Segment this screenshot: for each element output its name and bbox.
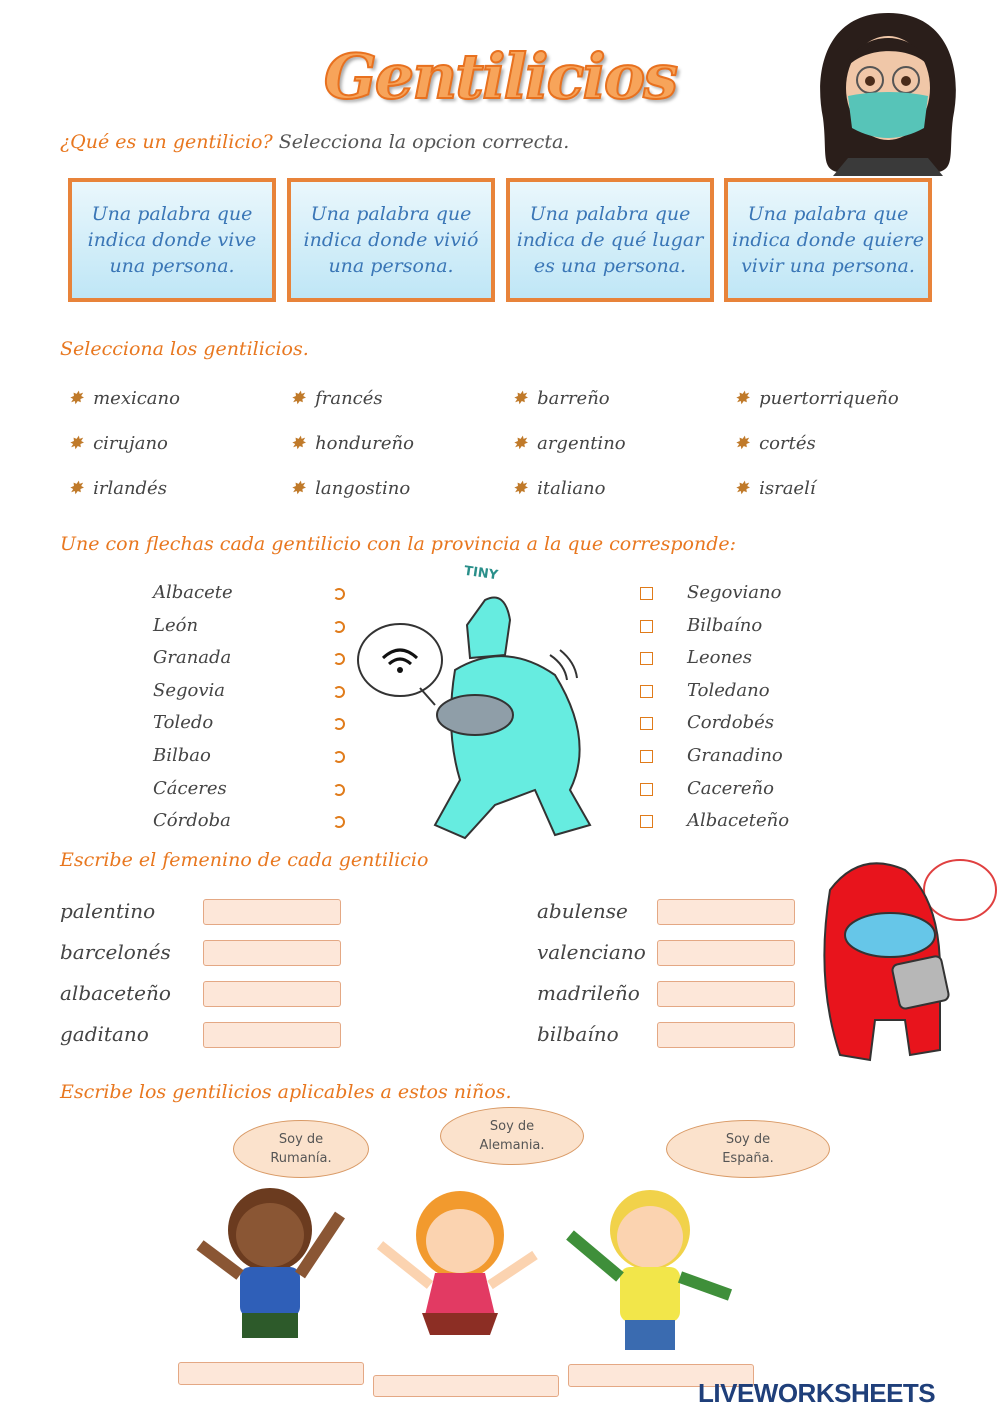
gentilicio-option[interactable]: [734, 433, 816, 454]
masculine-word: palentino: [60, 899, 156, 923]
gentilicio-label: Leones: [687, 647, 752, 669]
bullet-star-icon: ✸: [68, 478, 84, 499]
gentilicio-connector-box[interactable]: [640, 750, 653, 763]
gentilicio-connector-box[interactable]: [640, 652, 653, 665]
child-1-answer-input[interactable]: [178, 1362, 364, 1385]
gentilicio-option[interactable]: [68, 478, 167, 499]
gentilicio-option[interactable]: [512, 433, 626, 454]
option-label: mexicano: [93, 388, 180, 409]
bullet-star-icon: ✸: [68, 388, 84, 409]
bullet-star-icon: ✸: [512, 478, 528, 499]
gentilicio-label: Cacereño: [687, 777, 774, 799]
option-label: langostino: [315, 478, 411, 499]
bullet-star-icon: ✸: [512, 433, 528, 454]
bullet-star-icon: ✸: [734, 433, 750, 454]
sticker-label: TINY: [463, 563, 499, 584]
feminine-input[interactable]: [203, 899, 341, 925]
gentilicio-option[interactable]: [68, 388, 180, 409]
province-connector-dot[interactable]: [333, 686, 345, 698]
speech-bubble-1: [233, 1120, 369, 1178]
feminine-input[interactable]: [657, 899, 795, 925]
province-label: Segovia: [153, 679, 225, 701]
speech-bubble-3: [666, 1120, 830, 1178]
province-label: Albacete: [153, 582, 233, 603]
liveworksheets-logo: LIVEWORKSHEETS: [698, 1378, 936, 1408]
province-label: Cáceres: [153, 777, 227, 799]
province-label: Toledo: [153, 712, 214, 734]
gentilicio-option[interactable]: [290, 433, 414, 454]
gentilicio-label: Albaceteño: [687, 810, 790, 832]
masculine-word: albaceteño: [60, 981, 171, 1005]
option-label: argentino: [537, 433, 626, 454]
masculine-word: madrileño: [537, 981, 640, 1005]
page-title: Gentilicios: [323, 40, 677, 113]
gentilicio-label: Cordobés: [687, 712, 774, 734]
option-label: italiano: [537, 478, 606, 499]
child-2-answer-input[interactable]: [373, 1375, 559, 1397]
province-label: Córdoba: [153, 810, 231, 832]
option-box-2[interactable]: Una palabra que indica donde vivió una persona.: [287, 178, 495, 302]
gentilicio-option[interactable]: [512, 388, 610, 409]
bullet-star-icon: ✸: [290, 478, 306, 499]
option-label: hondureño: [315, 433, 414, 454]
gentilicio-connector-box[interactable]: [640, 685, 653, 698]
children-illustration: [190, 1185, 750, 1370]
bubble-2-line-1: Soy de: [489, 1119, 535, 1134]
feminine-input[interactable]: [657, 981, 795, 1007]
option-label: irlandés: [93, 478, 167, 499]
province-connector-dot[interactable]: [333, 588, 345, 600]
bubble-2-line-2: Alemania.: [479, 1138, 545, 1153]
option-label: israelí: [759, 478, 816, 499]
province-connector-dot[interactable]: [333, 751, 345, 763]
province-connector-dot[interactable]: [333, 718, 345, 730]
option-label: barreño: [537, 388, 610, 409]
option-label: cortés: [759, 433, 816, 454]
question-5-heading: Escribe los gentilicios aplicables a estos niños.: [60, 1081, 512, 1103]
gentilicio-label: Segoviano: [687, 582, 782, 603]
speech-bubble-2: [440, 1107, 584, 1165]
province-connector-dot[interactable]: [333, 653, 345, 665]
gentilicio-connector-box[interactable]: [640, 783, 653, 796]
gentilicio-connector-box[interactable]: [640, 815, 653, 828]
gentilicio-label: Toledano: [687, 679, 770, 701]
gentilicio-option[interactable]: [512, 478, 606, 499]
gentilicio-option[interactable]: [290, 478, 410, 499]
bubble-1-line-1: Soy de: [278, 1132, 324, 1147]
question-1-heading: [60, 131, 569, 153]
feminine-input[interactable]: [203, 1022, 341, 1048]
bubble-3-line-1: Soy de: [725, 1132, 771, 1147]
bullet-star-icon: ✸: [734, 388, 750, 409]
cyan-crewmate-illustration: [355, 580, 615, 845]
province-connector-dot[interactable]: [333, 621, 345, 633]
option-label: cirujano: [93, 433, 168, 454]
question-3-heading: Une con flechas cada gentilicio con la provincia a la que corresponde:: [60, 533, 737, 555]
feminine-input[interactable]: [203, 940, 341, 966]
province-connector-dot[interactable]: [333, 816, 345, 828]
teacher-avatar: [808, 8, 968, 176]
feminine-input[interactable]: [657, 940, 795, 966]
masculine-word: barcelonés: [60, 940, 171, 964]
bubble-1-line-2: Rumanía.: [270, 1151, 332, 1166]
option-box-1[interactable]: Una palabra que indica donde vive una persona.: [68, 178, 276, 302]
masculine-word: bilbaíno: [537, 1022, 619, 1046]
question-1-title: ¿Qué es un gentilicio?: [60, 131, 273, 153]
gentilicio-connector-box[interactable]: [640, 717, 653, 730]
question-4-heading: Escribe el femenino de cada gentilicio: [60, 849, 429, 871]
gentilicio-option[interactable]: [68, 433, 168, 454]
option-label: puertorriqueño: [759, 388, 899, 409]
province-label: Granada: [153, 647, 232, 669]
province-label: Bilbao: [153, 745, 211, 766]
gentilicio-connector-box[interactable]: [640, 620, 653, 633]
bubble-3-line-2: España.: [722, 1151, 774, 1166]
province-label: León: [153, 614, 199, 636]
red-crewmate-illustration: [800, 850, 1000, 1078]
bullet-star-icon: ✸: [68, 433, 84, 454]
province-connector-dot[interactable]: [333, 784, 345, 796]
gentilicio-connector-box[interactable]: [640, 587, 653, 600]
question-2-heading: Selecciona los gentilicios.: [60, 338, 309, 360]
gentilicio-label: Granadino: [687, 745, 783, 766]
gentilicio-label: Bilbaíno: [687, 614, 763, 636]
bullet-star-icon: ✸: [512, 388, 528, 409]
gentilicio-option[interactable]: [734, 478, 816, 499]
gentilicio-option[interactable]: [734, 388, 899, 409]
question-1-instruction: Selecciona la opcion correcta.: [278, 131, 570, 153]
masculine-word: gaditano: [60, 1022, 149, 1046]
bullet-star-icon: ✸: [290, 388, 306, 409]
option-box-4[interactable]: Una palabra que indica donde quiere vivir una persona.: [724, 178, 932, 302]
feminine-input[interactable]: [203, 981, 341, 1007]
bullet-star-icon: ✸: [290, 433, 306, 454]
bullet-star-icon: ✸: [734, 478, 750, 499]
gentilicio-option[interactable]: [290, 388, 383, 409]
feminine-input[interactable]: [657, 1022, 795, 1048]
option-box-3[interactable]: Una palabra que indica de qué lugar es una persona.: [506, 178, 714, 302]
masculine-word: abulense: [537, 899, 628, 923]
option-label: francés: [315, 388, 383, 409]
masculine-word: valenciano: [537, 940, 646, 964]
